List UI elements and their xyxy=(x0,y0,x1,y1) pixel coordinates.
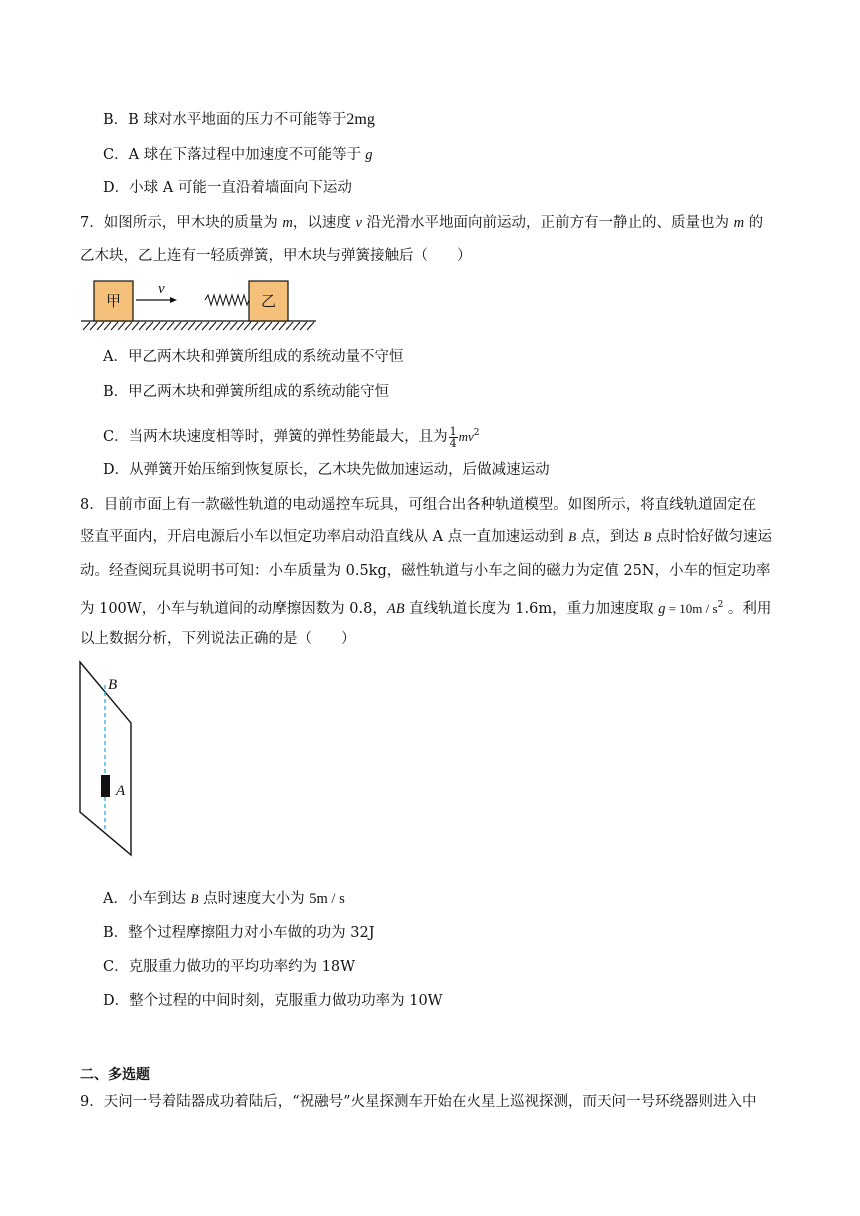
q8-option-a-text: A．小车到达 xyxy=(103,891,191,907)
point-a-label: A xyxy=(116,783,126,799)
q8-option-d: D．整个过程的中间时刻，克服重力做功功率为 10W xyxy=(103,993,443,1009)
q8-g-value: = 10m / s xyxy=(665,601,718,616)
q8-segment-ab: AB xyxy=(386,601,405,617)
q8-point-b: B xyxy=(190,891,199,906)
q7-option-c xyxy=(103,423,480,449)
q7-var-v: v xyxy=(355,215,362,231)
q7-text: ，以速度 xyxy=(292,215,356,231)
point-b-label: B xyxy=(108,677,118,693)
q8-stem-line3: 动。经查阅玩具说明书可知：小车质量为 0.5kg，磁性轨道与小车之间的磁力为定值 25N，小车的恒定功率 xyxy=(80,563,771,579)
exponent: 2 xyxy=(717,600,724,610)
q7-option-b: B．甲乙两木块和弹簧所组成的系统动能守恒 xyxy=(103,384,390,400)
q6-option-b xyxy=(103,110,375,130)
section-title: 二、多选题 xyxy=(80,1067,150,1083)
q8-text: 直线轨道长度为 1.6m，重力加速度取 xyxy=(404,601,659,617)
fraction-denominator: 4 xyxy=(449,436,457,450)
q7-figure xyxy=(78,278,318,334)
q7-text: 7．如图所示，甲木块的质量为 xyxy=(80,215,283,231)
q7-stem-line1 xyxy=(80,213,763,233)
q9-stem-line1: 9．天问一号着陆器成功着陆后，“祝融号”火星探测车开始在火星上巡视探测，而天问一号环绕器则进入中 xyxy=(80,1094,757,1110)
q8-figure xyxy=(74,660,144,860)
q8-text: 点，到达 xyxy=(576,529,644,545)
q8-stem-line2 xyxy=(80,527,772,547)
q8-point-b: B xyxy=(643,529,652,544)
q8-var-g: g xyxy=(658,601,666,617)
q8-stem-line5: 以上数据分析，下列说法正确的是（ ） xyxy=(80,631,356,647)
q7-option-d: D．从弹簧开始压缩到恢复原长，乙木块先做加速运动，后做减速运动 xyxy=(103,462,550,478)
q6-option-c-text: C．A 球在下落过程中加速度不可能等于 xyxy=(103,147,362,163)
spring xyxy=(205,295,249,305)
q6-option-c xyxy=(103,145,372,165)
q8-speed-value: 5m / s xyxy=(309,891,345,907)
q8-text: 点时恰好做匀速运 xyxy=(651,529,773,545)
arrow-head xyxy=(170,297,177,303)
fraction-numerator: 1 xyxy=(449,424,457,438)
block-a-label: 甲 xyxy=(105,292,122,310)
q8-text: 。利用 xyxy=(723,601,772,617)
q7-var-m: m xyxy=(282,215,293,231)
q8-point-b: B xyxy=(568,529,577,544)
q7-var-m: m xyxy=(733,215,745,231)
q8-option-b: B．整个过程摩擦阻力对小车做的功为 32J xyxy=(103,925,375,941)
q8-option-a xyxy=(103,889,345,909)
q7-option-a: A．甲乙两木块和弹簧所组成的系统动量不守恒 xyxy=(103,349,404,365)
q8-text: 竖直平面内，开启电源后小车以恒定功率启动沿直线从 A 点一直加速运动到 xyxy=(80,529,569,545)
q7-stem-line2: 乙木块，乙上连有一轻质弹簧，甲木块与弹簧接触后（ ） xyxy=(80,248,472,264)
q7-text: 沿光滑水平地面向前运动，正前方有一静止的、质量也为 xyxy=(361,215,734,231)
q8-option-c: C．克服重力做功的平均功率约为 18W xyxy=(103,959,356,975)
q6-option-b-math: 2mg xyxy=(346,111,375,128)
q8-stem-line1: 8．目前市面上有一款磁性轨道的电动遥控车玩具，可组合出各种轨道模型。如图所示，将直线轨道固定在 xyxy=(80,497,757,513)
q7-option-c-text: C．当两木块速度相等时，弹簧的弹性势能最大，且为 xyxy=(103,429,448,445)
velocity-label: v xyxy=(158,281,165,297)
fraction-one-quarter xyxy=(449,426,458,449)
q7-text: 的 xyxy=(744,215,764,231)
q6-option-b-text: B．B 球对水平地面的压力不可能等于 xyxy=(103,112,347,128)
block-b-label: 乙 xyxy=(260,292,277,310)
q8-option-a-text: 点时速度大小为 xyxy=(198,891,310,907)
q8-text: 为 100W，小车与轨道间的动摩擦因数为 0.8， xyxy=(80,601,387,617)
toy-car xyxy=(101,775,110,797)
q6-option-c-math: g xyxy=(365,147,373,163)
q8-stem-line4 xyxy=(80,595,771,619)
ground-hatching xyxy=(83,322,314,330)
expr-mv: mv xyxy=(458,429,474,444)
exponent: 2 xyxy=(473,428,480,438)
q6-option-d: D．小球 A 可能一直沿着墙面向下运动 xyxy=(103,180,352,196)
